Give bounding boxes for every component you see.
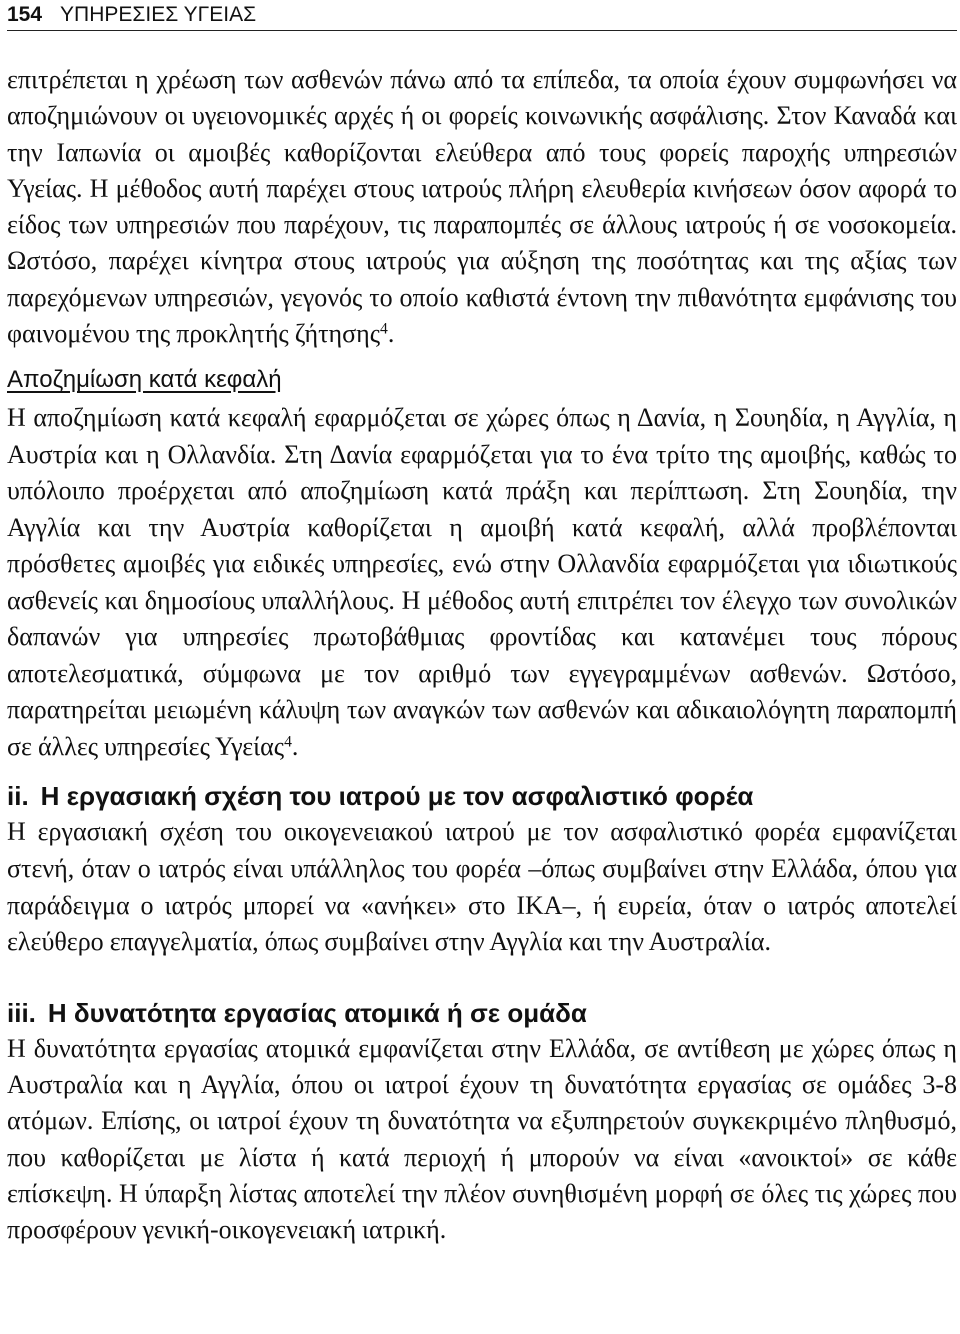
body-paragraph: Η δυνατότητα εργασίας ατομικά εμφανίζεται στην Ελλάδα, σε αντίθεση με χώρες όπως η Αυστραλία και η Αγγλία, όπου οι ιατροί έχουν τη δυνατότητα εργασίας σε ομάδες 3-8 ατόμων. Επίσης, οι ιατροί έχουν τη δυνατότητα να εξυπηρετούν συγκεκριμένο πληθυσμό, που καθορίζεται με λίστα ή κατά περιοχή ή μπορούν να είναι «ανοικτοί» σε κάθε επίσκεψη. Η ύπαρξη λίστας αποτελεί την πλέον συνηθισμένη μορφή σε όλες τις χώρες που προσφέρουν γενική-οικογενειακή ιατρική. xyxy=(7,1033,957,1245)
paragraph-text: επιτρέπεται η χρέωση των ασθενών πάνω από τα επίπεδα, τα οποία έχουν συμφωνήσει να αποζημιώνουν οι υγειονομικές αρχές ή οι φορείς κοινωνικής ασφάλισης. Στον Καναδά και την Ιαπωνία οι αμοιβές καθορίζονται ελεύθερα από τους φορείς παροχής υπηρεσιών Υγείας. Η μέθοδος αυτή παρέχει στους ιατρούς πλήρη ελευθερία κινήσεων όσον αφορά το είδος των υπηρεσιών που παρέχουν, τις παραπομπές σε άλλους ιατρούς ή σε νοσοκομεία. Ωστόσο, παρέχει κίνητρα στους ιατρούς για αύξηση της ποσότητας και της αξίας των παρεχόμενων υπηρεσιών, γεγονός το οποίο καθιστά έντονη την πιθανότητα εμφάνισης του φαινομένου της προκλητής ζήτησης xyxy=(7,65,957,349)
section-number: iii. xyxy=(7,997,36,1028)
section-title: Η εργασιακή σχέση του ιατρού με τον ασφαλιστικό φορέα xyxy=(40,781,754,812)
header-rule xyxy=(7,30,957,31)
section-title: Η δυνατότητα εργασίας ατομικά ή σε ομάδα xyxy=(47,997,587,1028)
body-paragraph xyxy=(7,62,957,352)
subsection-heading: Αποζημίωση κατά κεφαλή xyxy=(7,366,282,394)
body-paragraph: Η εργασιακή σχέση του οικογενειακού ιατρού με τον ασφαλιστικό φορέα εμφανίζεται στενή, όταν ο ιατρός είναι υπάλληλος του φορέα –όπως συμβαίνει στην Ελλάδα, όπου για παράδειγμα ο ιατρός μπορεί να «ανήκει» στο ΙΚΑ–, ή ευρεία, όταν ο ιατρός αποτελεί ελεύθερο επαγγελματία, όπως συμβαίνει στην Αγγλία και την Αυστραλία. xyxy=(7,817,957,957)
section-heading xyxy=(7,778,957,814)
footnote-reference[interactable]: 4 xyxy=(284,733,292,751)
paragraph-end: . xyxy=(387,319,395,349)
section-heading xyxy=(7,995,957,1031)
body-paragraph xyxy=(7,400,957,765)
section-number: ii. xyxy=(7,781,29,812)
footnote-reference[interactable]: 4 xyxy=(380,320,388,338)
running-header xyxy=(7,0,957,30)
paragraph-end: . xyxy=(291,731,299,761)
running-section-title: ΥΠΗΡΕΣΙΕΣ ΥΓΕΙΑΣ xyxy=(60,3,257,26)
paragraph-text: Η αποζημίωση κατά κεφαλή εφαρμόζεται σε χώρες όπως η Δανία, η Σουηδία, η Αγγλία, η Αυστρία και η Ολλανδία. Στη Δανία εφαρμόζεται για το ένα τρίτο της αμοιβής, καθώς το υπόλοιπο προέρχεται από αποζημίωση κατά πράξη και περίπτωση. Στη Σουηδία, την Αγγλία και την Αυστρία καθορίζεται η αμοιβή κατά κεφαλή, αλλά προβλέπονται πρόσθετες αμοιβές για ειδικές υπηρεσίες, ενώ στην Ολλανδία εφαρμόζεται για ιδιωτικούς ασθενείς και δημοσίους υπαλλήλους. Η μέθοδος αυτή επιτρέπει τον έλεγχο των συνολικών δαπανών για υπηρεσίες πρωτοβάθμιας φροντίδας και κατανέμει τους πόρους αποτελεσματικά, σύμφωνα με τον αριθμό των εγγεγραμμένων ασθενών. Ωστόσο, παρατηρείται μειωμένη κάλυψη των αναγκών των ασθενών και αδικαιολόγητη παραπομπή σε άλλες υπηρεσίες Υγείας xyxy=(7,403,957,761)
document-page xyxy=(7,0,957,1249)
page-number: 154 xyxy=(7,3,43,26)
